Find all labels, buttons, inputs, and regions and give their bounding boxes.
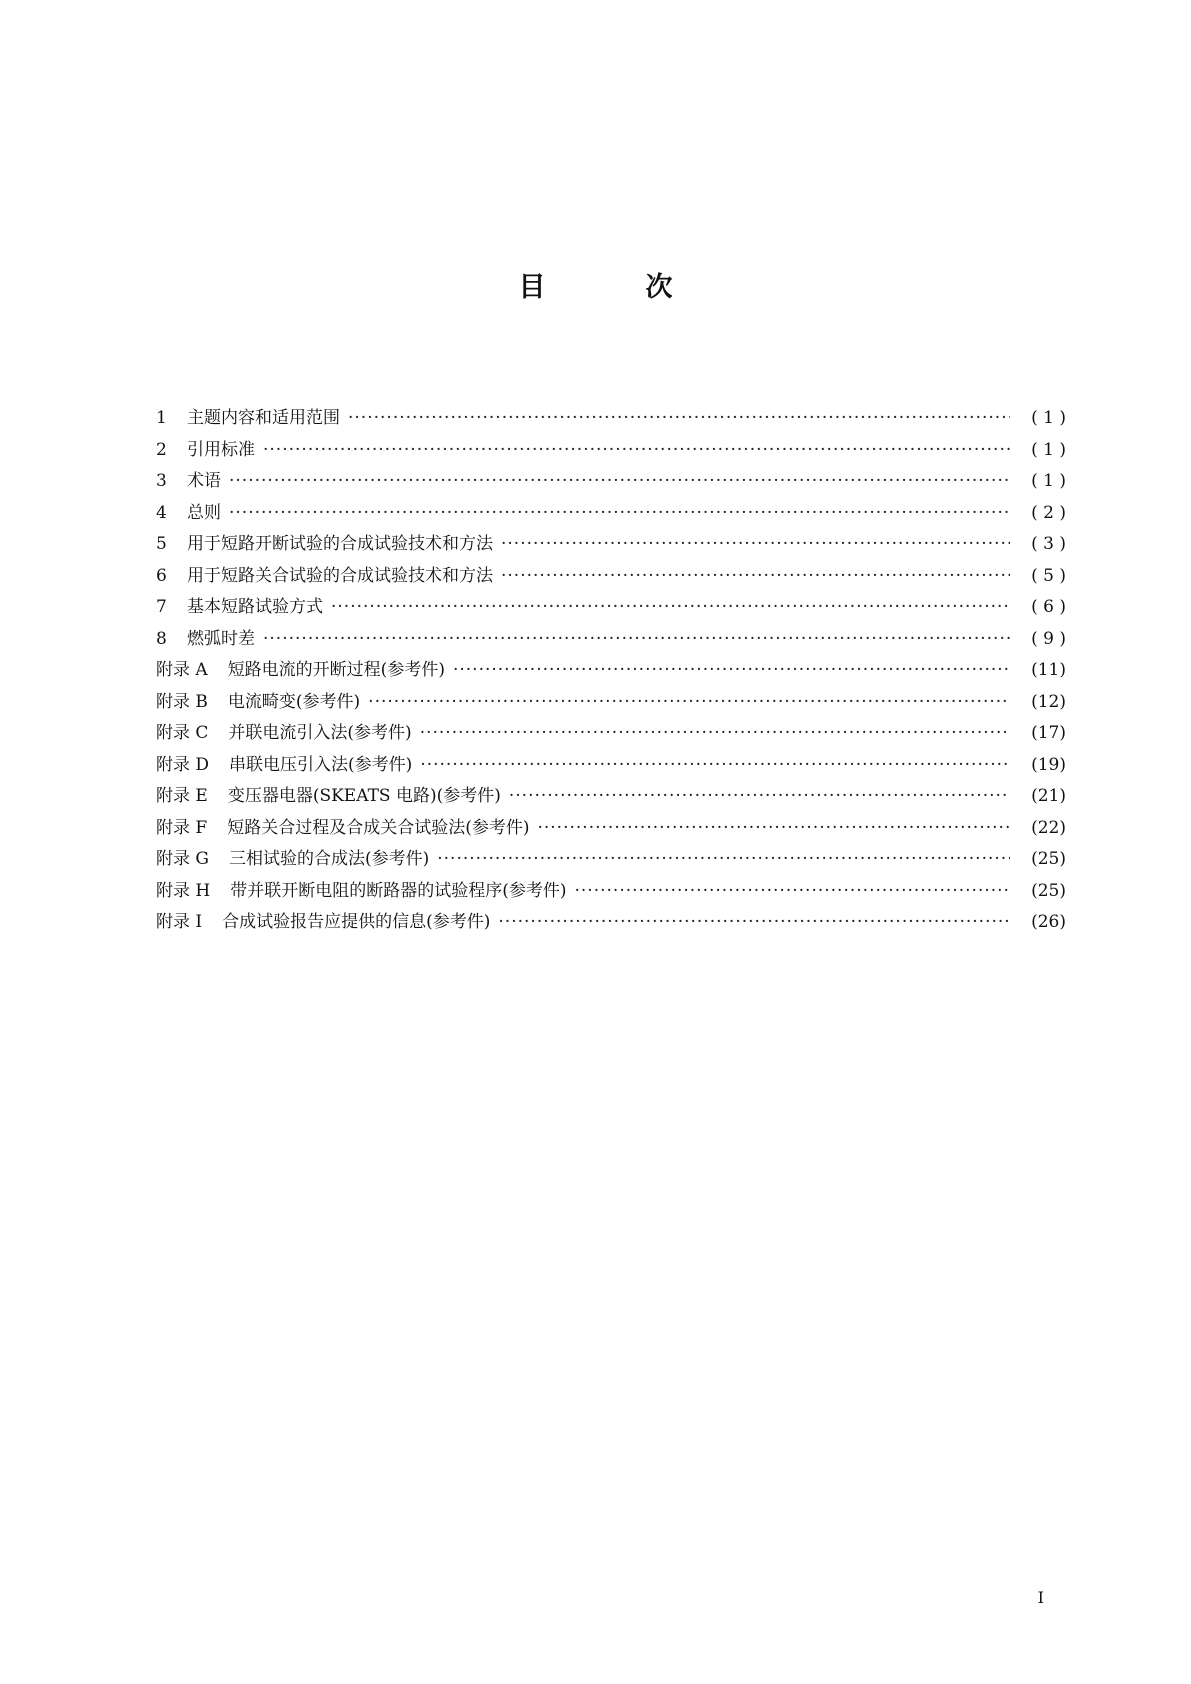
toc-number: 8: [156, 628, 167, 649]
toc-title: 用于短路关合试验的合成试验技术和方法: [187, 565, 493, 586]
toc-leader-dots: [348, 403, 1010, 435]
toc-leader-dots: [331, 592, 1010, 624]
title-char-2: 次: [645, 272, 673, 303]
toc-entry-appendix-i[interactable]: [156, 907, 1066, 939]
toc-entry-appendix-d[interactable]: [156, 750, 1066, 782]
toc-number: 7: [156, 597, 167, 617]
toc-title: 基本短路试验方式: [187, 597, 323, 617]
page-title: [0, 268, 1191, 308]
toc-number: 附录 A: [156, 660, 208, 680]
toc-page-ref: ( 1 ): [1031, 471, 1066, 491]
toc-page-ref: (21): [1031, 786, 1066, 806]
toc-page-ref: (17): [1031, 723, 1066, 743]
toc-title: 主题内容和适用范围: [187, 408, 340, 428]
toc-number: 5: [156, 534, 167, 554]
toc-title: 用于短路开断试验的合成试验技术和方法: [187, 534, 493, 554]
toc-entry-appendix-h[interactable]: [156, 876, 1066, 908]
toc-title: 短路电流的开断过程(参考件): [227, 660, 445, 680]
toc-leader-dots: [229, 498, 1010, 530]
toc-title: 短路关合过程及合成关合试验法(参考件): [227, 817, 530, 838]
toc-entry-6[interactable]: [156, 561, 1066, 593]
toc-page-ref: ( 2 ): [1031, 502, 1066, 523]
toc-page-ref: (19): [1031, 754, 1066, 775]
toc-number: 附录 H: [156, 880, 211, 901]
toc-entry-2[interactable]: [156, 435, 1066, 467]
toc-page-ref: (12): [1031, 691, 1066, 712]
title-char-1: 目: [518, 272, 546, 303]
toc-entry-appendix-f[interactable]: [156, 813, 1066, 845]
toc-number: 3: [156, 471, 167, 491]
toc-page-ref: ( 1 ): [1031, 439, 1066, 460]
toc-page-ref: (26): [1031, 912, 1066, 932]
toc-number: 6: [156, 565, 167, 586]
toc-entry-1[interactable]: [156, 403, 1066, 435]
toc-number: 2: [156, 439, 167, 460]
page-number: I: [1037, 1588, 1044, 1607]
toc-number: 附录 I: [156, 912, 203, 932]
toc-title: 并联电流引入法(参考件): [228, 723, 412, 743]
toc-leader-dots: [498, 907, 1010, 939]
toc-title: 术语: [187, 471, 221, 491]
toc-page-ref: ( 6 ): [1031, 597, 1066, 617]
toc-entry-5[interactable]: [156, 529, 1066, 561]
toc-leader-dots: [229, 466, 1010, 498]
toc-leader-dots: [453, 655, 1010, 687]
table-of-contents: [156, 403, 1066, 939]
toc-page-ref: (25): [1031, 849, 1066, 869]
toc-number: 附录 B: [156, 691, 208, 712]
toc-leader-dots: [420, 750, 1010, 782]
toc-title: 总则: [187, 502, 221, 523]
toc-entry-8[interactable]: [156, 624, 1066, 656]
toc-leader-dots: [501, 529, 1010, 561]
toc-page-ref: ( 5 ): [1031, 565, 1066, 586]
toc-page-ref: ( 1 ): [1031, 408, 1066, 428]
toc-number: 1: [156, 408, 167, 428]
toc-number: 附录 D: [156, 754, 210, 775]
toc-number: 附录 F: [156, 817, 208, 838]
toc-leader-dots: [263, 624, 1010, 656]
toc-entry-appendix-b[interactable]: [156, 687, 1066, 719]
toc-number: 4: [156, 502, 167, 523]
toc-title: 串联电压引入法(参考件): [229, 754, 413, 775]
toc-entry-appendix-g[interactable]: [156, 844, 1066, 876]
toc-entry-appendix-a[interactable]: [156, 655, 1066, 687]
toc-entry-3[interactable]: [156, 466, 1066, 498]
toc-entry-7[interactable]: [156, 592, 1066, 624]
toc-title: 燃弧时差: [187, 628, 255, 649]
toc-page-ref: ( 9 ): [1031, 628, 1066, 649]
toc-leader-dots: [263, 435, 1010, 467]
toc-leader-dots: [537, 813, 1010, 845]
toc-leader-dots: [368, 687, 1010, 719]
toc-title: 带并联开断电阻的断路器的试验程序(参考件): [230, 880, 567, 901]
toc-number: 附录 C: [156, 723, 209, 743]
toc-leader-dots: [437, 844, 1010, 876]
toc-page-ref: (11): [1031, 660, 1066, 680]
toc-page-ref: ( 3 ): [1031, 534, 1066, 554]
toc-title: 三相试验的合成法(参考件): [228, 849, 430, 869]
toc-leader-dots: [420, 718, 1010, 750]
toc-entry-appendix-c[interactable]: [156, 718, 1066, 750]
toc-page-ref: (25): [1031, 880, 1066, 901]
toc-title: 引用标准: [187, 439, 255, 460]
toc-number: 附录 G: [156, 849, 209, 869]
toc-leader-dots: [575, 876, 1011, 908]
toc-entry-4[interactable]: [156, 498, 1066, 530]
toc-leader-dots: [501, 561, 1010, 593]
toc-leader-dots: [509, 781, 1010, 813]
toc-number: 附录 E: [156, 786, 208, 806]
toc-title: 电流畸变(参考件): [227, 691, 361, 712]
toc-page-ref: (22): [1031, 817, 1066, 838]
toc-title: 变压器电器(SKEATS 电路)(参考件): [227, 786, 501, 806]
toc-title: 合成试验报告应提供的信息(参考件): [222, 912, 491, 932]
toc-entry-appendix-e[interactable]: [156, 781, 1066, 813]
